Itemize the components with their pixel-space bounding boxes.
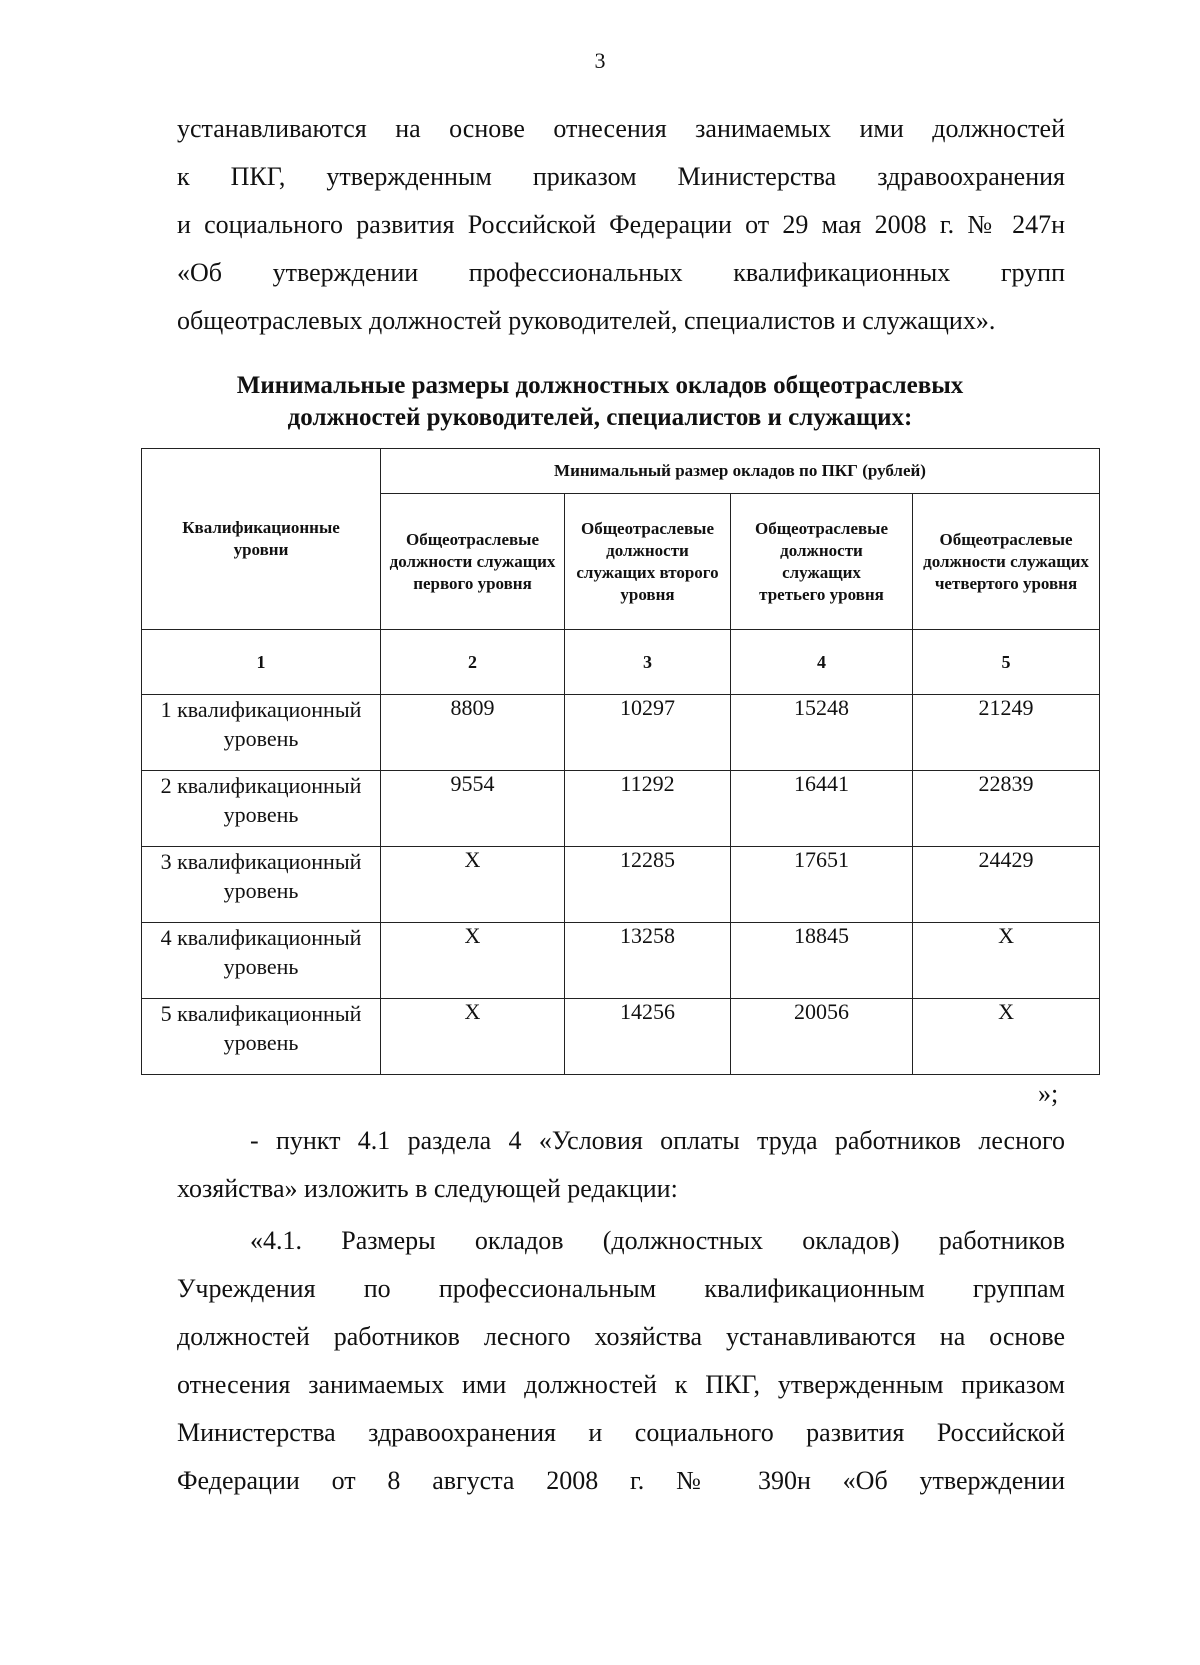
heading-line: должностей руководителей, специалистов и служащих:	[287, 404, 913, 431]
text-line: и социального развития Российской Федерации от 29 мая 2008 г. № 247н	[177, 210, 1065, 239]
value-cell: 20056	[731, 999, 913, 1075]
levels-header: Квалификационные уровни	[142, 449, 381, 630]
intro-paragraph	[177, 105, 1065, 345]
text-line: должностей работников лесного хозяйства устанавливаются на основе	[177, 1322, 1065, 1351]
text-line: «Об утверждении профессиональных квалификационных групп	[177, 258, 1065, 287]
table-row	[142, 923, 1100, 999]
level-cell: 1 квалификационный уровень	[142, 695, 381, 771]
column-number: 3	[565, 630, 731, 695]
text-line: хозяйства» изложить в следующей редакции:	[177, 1174, 678, 1203]
value-cell: 9554	[381, 771, 565, 847]
column-header: Общеотраслевые должности служащих третьего уровня	[731, 494, 913, 630]
value-cell: 17651	[731, 847, 913, 923]
table-heading	[140, 370, 1060, 434]
value-cell: 8809	[381, 695, 565, 771]
page-number: 3	[594, 48, 606, 73]
value-cell: 14256	[565, 999, 731, 1075]
value-cell: 13258	[565, 923, 731, 999]
column-number: 4	[731, 630, 913, 695]
closing-quote: »;	[1038, 1079, 1059, 1108]
text-line: Учреждения по профессиональным квалификационным группам	[177, 1274, 1065, 1303]
column-header: Общеотраслевые должности служащих первого уровня	[381, 494, 565, 630]
level-cell: 3 квалификационный уровень	[142, 847, 381, 923]
value-cell: 12285	[565, 847, 731, 923]
level-cell: 5 квалификационный уровень	[142, 999, 381, 1075]
group-header: Минимальный размер окладов по ПКГ (рублей)	[381, 449, 1100, 494]
text-line: отнесения занимаемых ими должностей к ПКГ, утвержденным приказом	[177, 1370, 1065, 1399]
value-cell: 10297	[565, 695, 731, 771]
value-cell: X	[381, 847, 565, 923]
value-cell: 21249	[913, 695, 1100, 771]
text-line: Министерства здравоохранения и социального развития Российской	[177, 1418, 1065, 1447]
text-line: к ПКГ, утвержденным приказом Министерства здравоохранения	[177, 162, 1065, 191]
value-cell: X	[913, 999, 1100, 1075]
level-cell: 4 квалификационный уровень	[142, 923, 381, 999]
column-header: Общеотраслевые должности служащих второго уровня	[565, 494, 731, 630]
column-number: 2	[381, 630, 565, 695]
table-row	[142, 771, 1100, 847]
column-header: Общеотраслевые должности служащих четвертого уровня	[913, 494, 1100, 630]
text-line: устанавливаются на основе отнесения занимаемых ими должностей	[177, 114, 1065, 143]
value-cell: X	[381, 923, 565, 999]
value-cell: 11292	[565, 771, 731, 847]
value-cell: 24429	[913, 847, 1100, 923]
item-paragraph	[177, 1117, 1065, 1213]
value-cell: 16441	[731, 771, 913, 847]
level-cell: 2 квалификационный уровень	[142, 771, 381, 847]
column-number: 5	[913, 630, 1100, 695]
value-cell: 15248	[731, 695, 913, 771]
value-cell: X	[913, 923, 1100, 999]
text-line: Федерации от 8 августа 2008 г. № 390н «Об утверждении	[177, 1466, 1065, 1495]
text-line: - пункт 4.1 раздела 4 «Условия оплаты труда работников лесного	[250, 1126, 1065, 1155]
value-cell: X	[381, 999, 565, 1075]
column-number: 1	[142, 630, 381, 695]
value-cell: 22839	[913, 771, 1100, 847]
table-row	[142, 695, 1100, 771]
heading-line: Минимальные размеры должностных окладов общеотраслевых	[236, 372, 964, 399]
section-paragraph	[177, 1217, 1065, 1505]
salary-table	[141, 448, 1100, 1075]
table-row	[142, 999, 1100, 1075]
text-line: общеотраслевых должностей руководителей, специалистов и служащих».	[177, 306, 996, 335]
value-cell: 18845	[731, 923, 913, 999]
text-line: «4.1. Размеры окладов (должностных окладов) работников	[250, 1226, 1065, 1255]
table-row	[142, 847, 1100, 923]
